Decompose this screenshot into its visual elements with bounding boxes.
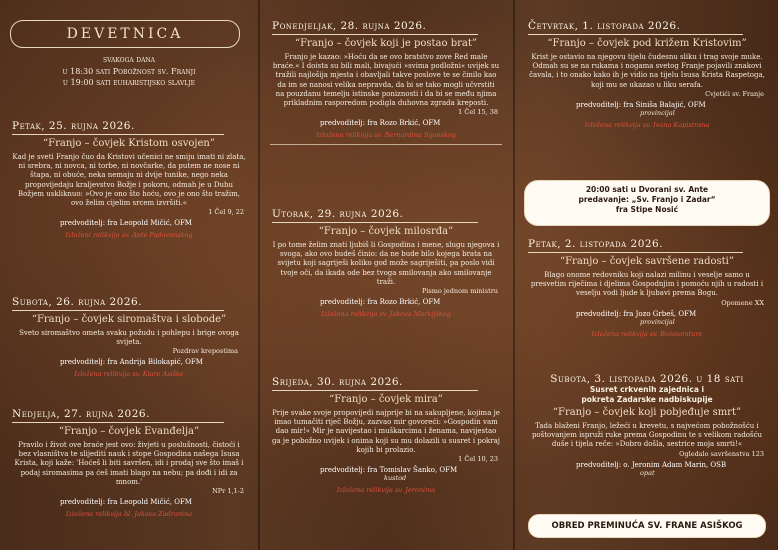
day-section	[0, 296, 258, 378]
day-text: Kad je sveti Franjo čuo da Kristovi učenici ne smiju imati ni zlata, ni srebra, ni novca, ni torbe, ni novčarke, da putem ne nose ni štapa, ni obuće, neka nemaju ni dvije tunike, nego neka propovijedaju kraljevstvo Božje i pokoru, odmah je u Duhu Božjem uskliknuo: »Ovo je ono što hoću, ovo je ono što tražim, ovo želim cijelim srcem izvršiti.«	[12, 153, 246, 208]
day-theme: “Franjo – čovjek siromaštva i slobode”	[31, 314, 227, 325]
column-middle	[260, 0, 512, 550]
day-relic: Izloženi relikvija sv. Ante Padovanskog	[65, 231, 193, 240]
day-reference: Ogledalo savršenstva 123	[679, 449, 764, 458]
day-text: Pravilo i život ove braće jest ovo: živjeti u poslušnosti, čistoći i bez vlasništva te slijediti nauk i stope Gospodina našega Isusa Krista, koji kaže: 'Hoćeš li biti savršen, idi i prodaj sve što imaš i podaj siromasima pa ćeš imati blago na nebu; pa dođi i idi za mnom.'	[14, 441, 244, 486]
day-section	[260, 20, 512, 145]
day-text: I po tome želim znati ljubiš li Gospodina i mene, slugu njegova i svoga, ako ovo budeš činio: da ne bude bilo kojega brata na svijetu koji sagriješi koliko god može sagriješiti, pa poslo vidi tvoje oči, da ikada ode bez tvoga smilovanja ako smilovanje traži.	[272, 241, 500, 286]
day-heading: Ponedjeljak, 28. rujna 2026.	[260, 20, 512, 35]
day-preacher: predvoditelj: fra Jozo Grbeš, OFM	[576, 309, 697, 318]
day-text: Prije svake svoje propovijedi najprije bi na sakupljene, kojima je imao tumačiti riječ Božju, zazvao mir govoreći: »Gospodin vam dao mir!« Mir je navijestao i muškarcima i ženama, navijestao ga je pobožno uvijek i onima koji su mu dolazili u susret i pokraj kojih bi prolazio.	[272, 409, 500, 454]
intro-lines	[0, 54, 258, 89]
day-relic: Izložena relikvija sv. Klare Asiške	[74, 370, 184, 379]
column-left	[0, 0, 258, 550]
day-preacher-role: opat	[640, 468, 655, 477]
day-heading: Subota, 26. rujna 2026.	[0, 296, 258, 311]
day-theme: “Franjo – čovjek koji pobjeđuje smrt”	[552, 407, 742, 418]
day-section	[516, 373, 778, 477]
day-extra: Susret crkvenih zajednica i pokreta Zadarske nadbiskupije	[581, 385, 713, 404]
day-theme: “Franjo – čovjek milosrđa”	[318, 226, 454, 237]
day-reference: Opomene XX	[721, 298, 764, 307]
day-theme: “Franjo – čovjek Kristom osvojen”	[43, 138, 215, 149]
day-relic: Izložena relikvija bl. Jakova Zadranina	[65, 510, 193, 519]
day-reference: 1 Čel 9, 22	[208, 208, 244, 217]
day-heading: Nedjelja, 27. rujna 2026.	[0, 408, 258, 423]
day-preacher: predvoditelj: fra Andrija Bilokapić, OFM	[60, 358, 203, 367]
day-reference: 1 Čel 15, 38	[458, 108, 498, 117]
day-text: Franjo je kazao: »Hoću da se ovo bratstvo zove Red male braće.« I doista su bili mali, bivajući »svima podložni« uvijek su tražili najlošija mjesta i obavljali takve poslove te se činilo kao da im se nanosi velika nepravda, da bi se tako mogli učvrstiti na pouzdanu temelju istinske poniznosti i da bi se među njima prikladnim rasporedom podigla duhovna zgrada kreposti.	[272, 53, 500, 108]
day-preacher: predvoditelj: fra Rozo Brkić, OFM	[320, 298, 441, 307]
day-section	[516, 238, 778, 338]
day-section	[260, 376, 512, 494]
day-heading: Petak, 2. listopada 2026.	[516, 238, 778, 253]
day-text: Sveto siromaštvo ometa svaku požudu i pohlepu i brige ovoga svijeta.	[19, 329, 239, 347]
day-preacher: predvoditelj: o. Jeronim Adam Marin, OSB	[576, 460, 727, 469]
lecture-title: predavanje: „Sv. Franjo i Zadar“	[578, 195, 716, 204]
day-heading: Utorak, 29. rujna 2026.	[260, 208, 512, 223]
lecture-speaker: fra Stipe Nosić	[615, 205, 679, 214]
day-text: Blago onome redovniku koji nalazi milinu i veselje samo u presvetim riječima i djelima Gospodnjim i pomoću njih u radosti i veselju vodi ljude k ljubavi prema Bogu.	[530, 271, 764, 298]
day-preacher-role: kustod	[384, 474, 407, 483]
footer-text: OBRED PREMINUĆA SV. FRANE ASIŠKOG	[551, 521, 743, 531]
day-preacher: predvoditelj: fra Leopold Mičić, OFM	[60, 219, 192, 228]
divider	[270, 144, 502, 145]
day-preacher-role: provincijal	[640, 317, 675, 326]
day-relic: Izložena relikvija sv. Bernardina Sijenskog	[316, 131, 456, 140]
day-relic: Izložena relikvija sv. Ivana Kapistrana	[584, 120, 710, 129]
day-preacher: predvoditelj: fra Tomislav Šanko, OFM	[320, 466, 458, 475]
day-preacher-role: provincijal	[640, 108, 675, 117]
title-box: DEVETNICA	[10, 20, 240, 48]
day-preacher: predvoditelj: fra Leopold Mičić, OFM	[60, 498, 192, 507]
day-text: Krist je ostavio na njegovu tijelu čudesnu sliku i trag svoje muke. Odmah su se na rukama i nogama svetog Franje pojavili znakovi čavala, i to onako kako ih je vidio na tijelu Isusa Krista Raspetoga, koji mu se ukazao u liku serafa.	[529, 53, 765, 89]
intro-line: u 19:00 sati euharistijsko slavlje	[62, 78, 196, 87]
day-relic: Izložena relikvija sv. Jeronima	[336, 486, 436, 495]
day-reference: 1 Čel 10, 23	[458, 455, 498, 464]
day-section	[260, 208, 512, 318]
day-preacher: predvoditelj: fra Rozo Brkić, OFM	[320, 119, 441, 128]
intro-line: svakoga dana	[102, 55, 155, 64]
day-theme: “Franjo – čovjek mira”	[329, 394, 443, 405]
day-theme: “Franjo – čovjek pod križem Kristovim”	[547, 38, 747, 49]
day-section	[516, 20, 778, 129]
day-text: Tada blaženi Franjo, ležeći u krevetu, s najvećom pobožnošću i poštovanjem ispruži ruke prema Gospodinu te s velikom radošću duše i tijela reče: »Dobro došla, sestrice moja smrti!«	[531, 422, 763, 449]
day-heading: Srijeda, 30. rujna 2026.	[260, 376, 512, 391]
day-relic: Izložena relikvija sv. Jakova Markijskog	[321, 310, 451, 319]
lecture-time: 20:00 sati u Dvorani sv. Ante	[585, 185, 709, 194]
lecture-box	[524, 180, 770, 226]
day-reference: Cvjetići sv. Franje	[705, 89, 764, 98]
day-heading: Petak, 25. rujna 2026.	[0, 120, 258, 135]
column-right	[516, 0, 778, 550]
intro-line: u 18:30 sati Pobožnost sv. Franji	[62, 66, 196, 76]
day-heading: Subota, 3. listopada 2026. u 18 sati	[550, 373, 744, 385]
day-preacher: predvoditelj: fra Siniša Balajić, OFM	[576, 100, 706, 109]
day-reference: Pozdrav krepostima	[172, 347, 238, 356]
day-heading: Četvrtak, 1. listopada 2026.	[516, 20, 778, 35]
day-reference: Pismo jednom ministru	[421, 287, 498, 296]
day-theme: “Franjo – čovjek savršene radosti”	[560, 256, 734, 267]
day-theme: “Franjo – čovjek koji je postao brat”	[294, 38, 477, 49]
day-section	[0, 408, 258, 518]
day-reference: NPr 1,1-2	[212, 487, 244, 496]
fold-line-2	[513, 0, 515, 550]
day-section	[0, 120, 258, 239]
footer-box	[528, 514, 766, 538]
day-theme: “Franjo – čovjek Evanđelja”	[58, 426, 200, 437]
day-relic: Izložena relikvija sv. Bonaventure	[591, 329, 703, 338]
